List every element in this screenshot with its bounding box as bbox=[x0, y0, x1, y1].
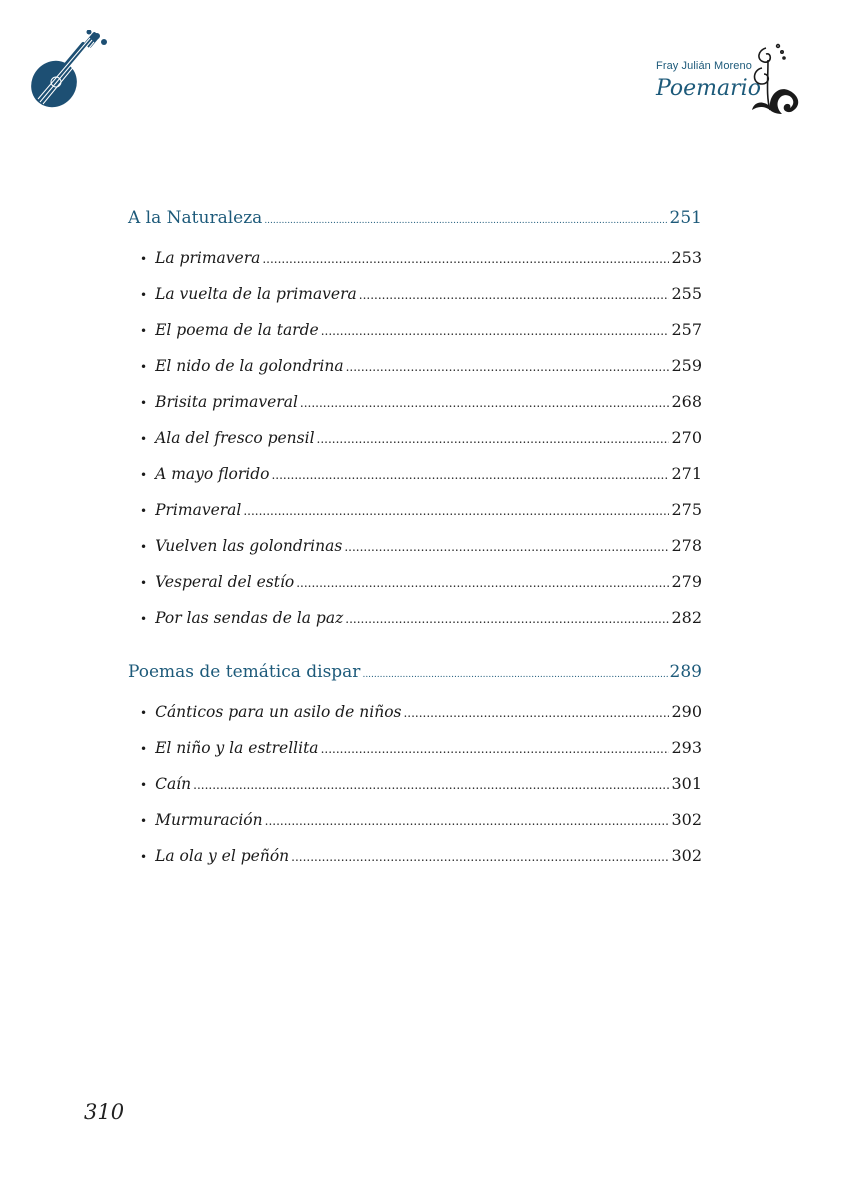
dot-leader bbox=[291, 839, 669, 875]
entry-title: El nido de la golondrina bbox=[155, 357, 344, 375]
entry-title: La vuelta de la primavera bbox=[155, 285, 357, 303]
toc-entry[interactable] bbox=[128, 838, 702, 874]
page-number: 310 bbox=[84, 1100, 125, 1124]
entry-page-number: 259 bbox=[671, 356, 702, 375]
toc-entry[interactable] bbox=[128, 276, 702, 312]
bullet-icon: • bbox=[140, 850, 148, 864]
entry-page-number: 279 bbox=[671, 572, 702, 591]
entry-page-number: 302 bbox=[671, 846, 702, 865]
entry-page-number: 290 bbox=[671, 702, 702, 721]
entry-title: A mayo florido bbox=[155, 465, 270, 483]
bullet-icon: • bbox=[140, 612, 148, 626]
dot-leader bbox=[262, 241, 669, 277]
toc-entry[interactable] bbox=[128, 766, 702, 802]
toc-entry[interactable] bbox=[128, 802, 702, 838]
entry-title: La ola y el peñón bbox=[155, 847, 290, 865]
entry-title: El poema de la tarde bbox=[155, 321, 319, 339]
bullet-icon: • bbox=[140, 706, 148, 720]
dot-leader bbox=[359, 277, 670, 313]
section-page-number: 289 bbox=[669, 662, 702, 682]
entry-title: La primavera bbox=[155, 249, 261, 267]
entry-title: Primaveral bbox=[155, 501, 242, 519]
bullet-icon: • bbox=[140, 576, 148, 590]
entry-page-number: 275 bbox=[671, 500, 702, 519]
toc-entry[interactable] bbox=[128, 528, 702, 564]
author-name: Fray Julián Moreno bbox=[656, 60, 752, 72]
bullet-icon: • bbox=[140, 360, 148, 374]
entry-page-number: 253 bbox=[671, 248, 702, 267]
entry-page-number: 302 bbox=[671, 810, 702, 829]
toc-entry[interactable] bbox=[128, 384, 702, 420]
table-of-contents bbox=[128, 200, 702, 874]
toc-entry[interactable] bbox=[128, 564, 702, 600]
toc-entry-list bbox=[128, 240, 702, 636]
bullet-icon: • bbox=[140, 252, 148, 266]
entry-page-number: 301 bbox=[671, 774, 702, 793]
section-page-number: 251 bbox=[669, 208, 702, 228]
entry-page-number: 257 bbox=[671, 320, 702, 339]
flourish-ornament-icon bbox=[748, 40, 804, 116]
dot-leader bbox=[264, 203, 667, 239]
toc-entry[interactable] bbox=[128, 348, 702, 384]
entry-title: Murmuración bbox=[155, 811, 263, 829]
dot-leader bbox=[321, 313, 670, 349]
dot-leader bbox=[403, 695, 669, 731]
entry-title: Brisita primaveral bbox=[155, 393, 298, 411]
dot-leader bbox=[346, 349, 670, 385]
toc-entry[interactable] bbox=[128, 240, 702, 276]
dot-leader bbox=[321, 731, 670, 767]
toc-entry[interactable] bbox=[128, 730, 702, 766]
bullet-icon: • bbox=[140, 814, 148, 828]
dot-leader bbox=[345, 601, 669, 637]
entry-title: El niño y la estrellita bbox=[155, 739, 319, 757]
entry-page-number: 255 bbox=[671, 284, 702, 303]
book-title: Poemario bbox=[656, 76, 761, 101]
entry-title: Por las sendas de la paz bbox=[155, 609, 344, 627]
dot-leader bbox=[243, 493, 669, 529]
bullet-icon: • bbox=[140, 504, 148, 518]
bullet-icon: • bbox=[140, 396, 148, 410]
section-title: Poemas de temática dispar bbox=[128, 662, 361, 682]
toc-entry[interactable] bbox=[128, 456, 702, 492]
toc-section-heading[interactable] bbox=[128, 200, 702, 236]
dot-leader bbox=[265, 803, 670, 839]
entry-title: Vesperal del estío bbox=[155, 573, 295, 591]
dot-leader bbox=[296, 565, 669, 601]
entry-title: Ala del fresco pensil bbox=[155, 429, 315, 447]
bullet-icon: • bbox=[140, 468, 148, 482]
section-title: A la Naturaleza bbox=[128, 208, 263, 228]
entry-page-number: 293 bbox=[671, 738, 702, 757]
bullet-icon: • bbox=[140, 432, 148, 446]
entry-title: Caín bbox=[155, 775, 192, 793]
entry-page-number: 271 bbox=[671, 464, 702, 483]
toc-entry[interactable] bbox=[128, 420, 702, 456]
toc-entry[interactable] bbox=[128, 694, 702, 730]
dot-leader bbox=[362, 657, 667, 693]
bullet-icon: • bbox=[140, 778, 148, 792]
entry-page-number: 278 bbox=[671, 536, 702, 555]
entry-title: Cánticos para un asilo de niños bbox=[155, 703, 402, 721]
entry-title: Vuelven las golondrinas bbox=[155, 537, 343, 555]
toc-entry[interactable] bbox=[128, 600, 702, 636]
entry-page-number: 268 bbox=[671, 392, 702, 411]
toc-entry-list bbox=[128, 694, 702, 874]
bullet-icon: • bbox=[140, 742, 148, 756]
bullet-icon: • bbox=[140, 288, 148, 302]
entry-page-number: 282 bbox=[671, 608, 702, 627]
bullet-icon: • bbox=[140, 324, 148, 338]
dot-leader bbox=[344, 529, 669, 565]
dot-leader bbox=[193, 767, 669, 803]
running-header bbox=[630, 40, 810, 120]
dot-leader bbox=[271, 457, 669, 493]
bullet-icon: • bbox=[140, 540, 148, 554]
toc-section-heading[interactable] bbox=[128, 654, 702, 690]
entry-page-number: 270 bbox=[671, 428, 702, 447]
dot-leader bbox=[300, 385, 670, 421]
lute-icon bbox=[26, 30, 110, 112]
toc-entry[interactable] bbox=[128, 492, 702, 528]
toc-entry[interactable] bbox=[128, 312, 702, 348]
dot-leader bbox=[317, 421, 670, 457]
